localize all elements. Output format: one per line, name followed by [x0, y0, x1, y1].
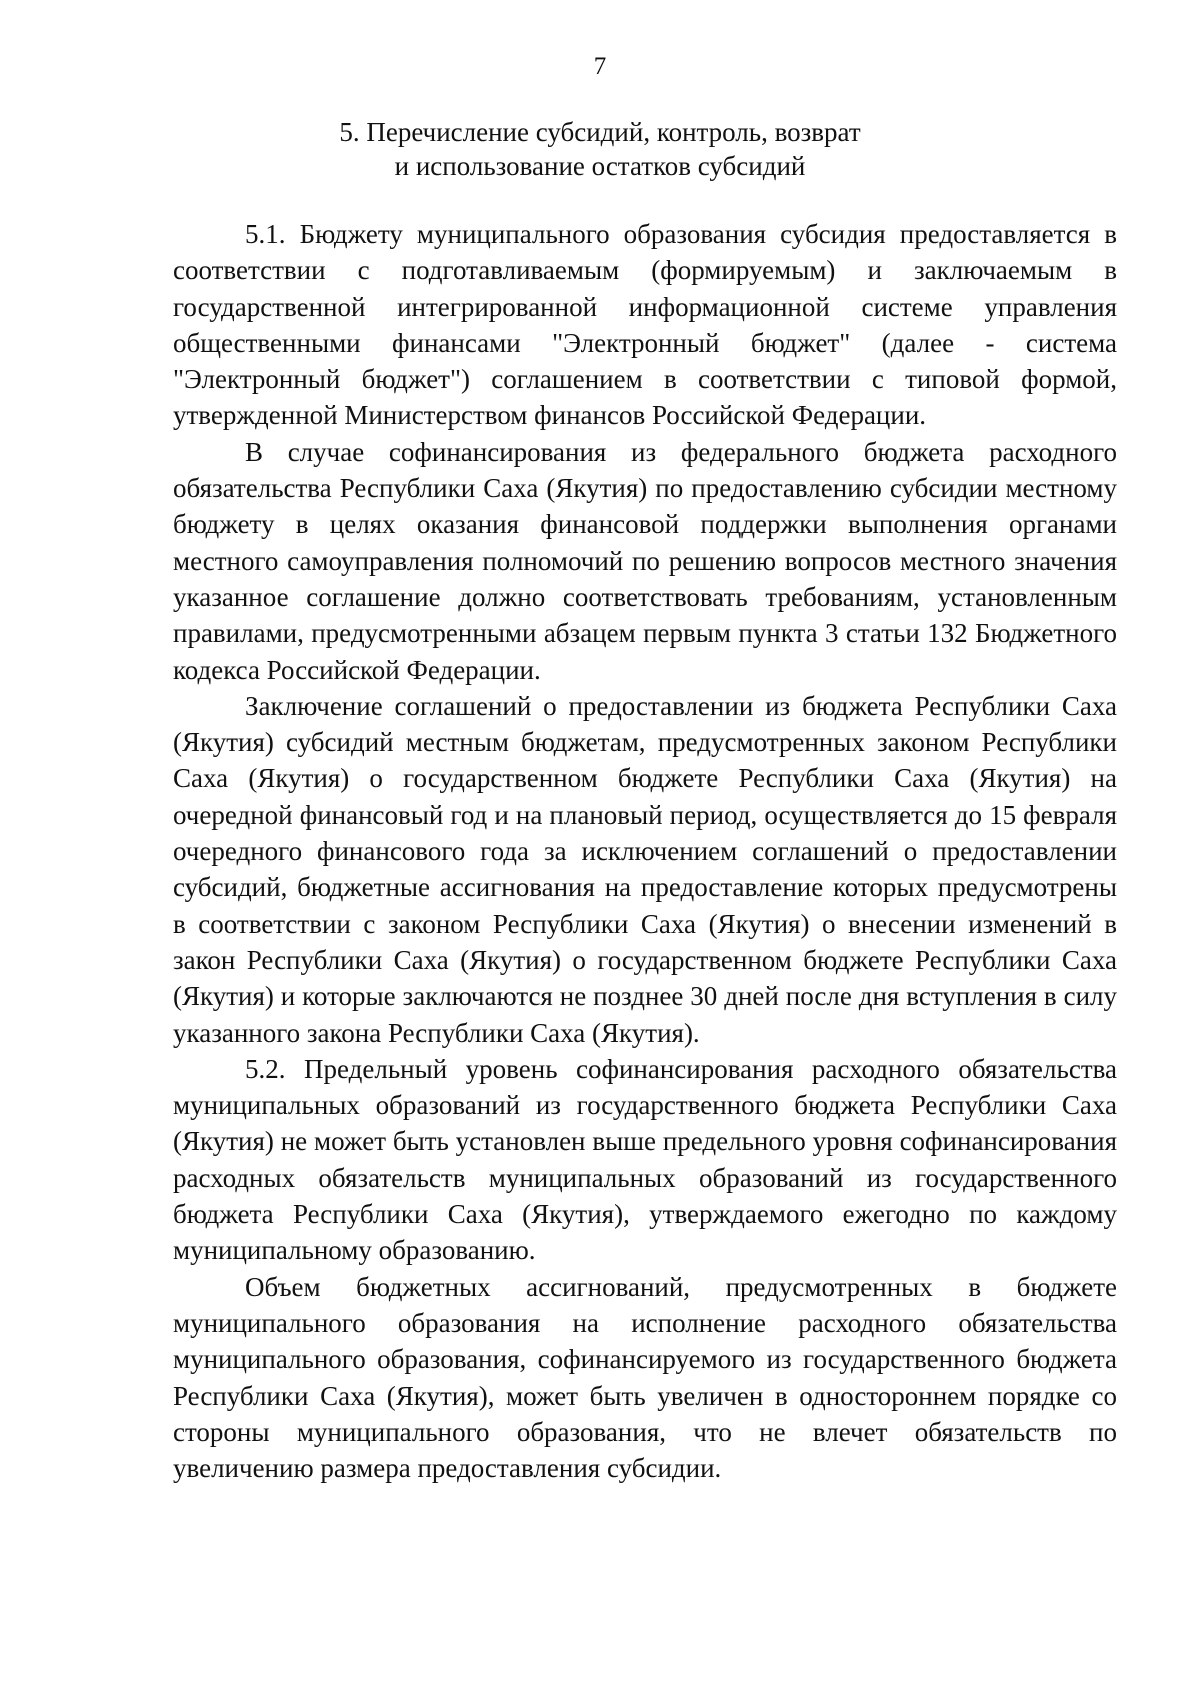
paragraph-budget-volume: Объем бюджетных ассигнований, предусмотренных в бюджете муниципального образования на исполнение расходного обязательства муниципального образования, софинансируемого из государственного бюджета Республики Саха (Якутия), может быть увеличен в одностороннем порядке со стороны муниципального образования, что не влечет обязательств по увеличению размера предоставления субсидии. — [173, 1271, 1117, 1484]
section-heading — [0, 115, 1200, 183]
section-heading-line-1: 5. Перечисление субсидий, контроль, возврат — [339, 117, 861, 147]
page-number: 7 — [593, 53, 607, 80]
document-body — [173, 216, 1117, 1486]
section-heading-line-2: и использование остатков субсидий — [394, 151, 806, 181]
paragraph-agreements: Заключение соглашений о предоставлении из бюджета Республики Саха (Якутия) субсидий местным бюджетам, предусмотренных законом Республики Саха (Якутия) о государственном бюджете Республики Саха (Якутия) на очередной финансовый год и на плановый период, осуществляется до 15 февраля очередного финансового года за исключением соглашений о предоставлении субсидий, бюджетные ассигнования на предоставление которых предусмотрены в соответствии с законом Республики Саха (Якутия) о внесении изменений в закон Республики Саха (Якутия) о государственном бюджете Республики Саха (Якутия) и которые заключаются не позднее 30 дней после дня вступления в силу указанного закона Республики Саха (Якутия). — [173, 690, 1117, 1048]
paragraph-5-2: 5.2. Предельный уровень софинансирования расходного обязательства муниципальных образований из государственного бюджета Республики Саха (Якутия) не может быть установлен выше предельного уровня софинансирования расходных обязательств муниципальных образований из государственного бюджета Республики Саха (Якутия), утверждаемого ежегодно по каждому муниципальному образованию. — [173, 1053, 1117, 1266]
paragraph-cofinancing: В случае софинансирования из федерального бюджета расходного обязательства Республики Саха (Якутия) по предоставлению субсидии местному бюджету в целях оказания финансовой поддержки выполнения органами местного самоуправления полномочий по решению вопросов местного значения указанное соглашение должно соответствовать требованиям, установленным правилами, предусмотренными абзацем первым пункта 3 статьи 132 Бюджетного кодекса Российской Федерации. — [173, 436, 1117, 685]
paragraph-5-1: 5.1. Бюджету муниципального образования субсидия предоставляется в соответствии с подготавливаемым (формируемым) и заключаемым в государственной интегрированной информационной системе управления общественными финансами "Электронный бюджет" (далее - система "Электронный бюджет") соглашением в соответствии с типовой формой, утвержденной Министерством финансов Российской Федерации. — [173, 219, 1117, 431]
